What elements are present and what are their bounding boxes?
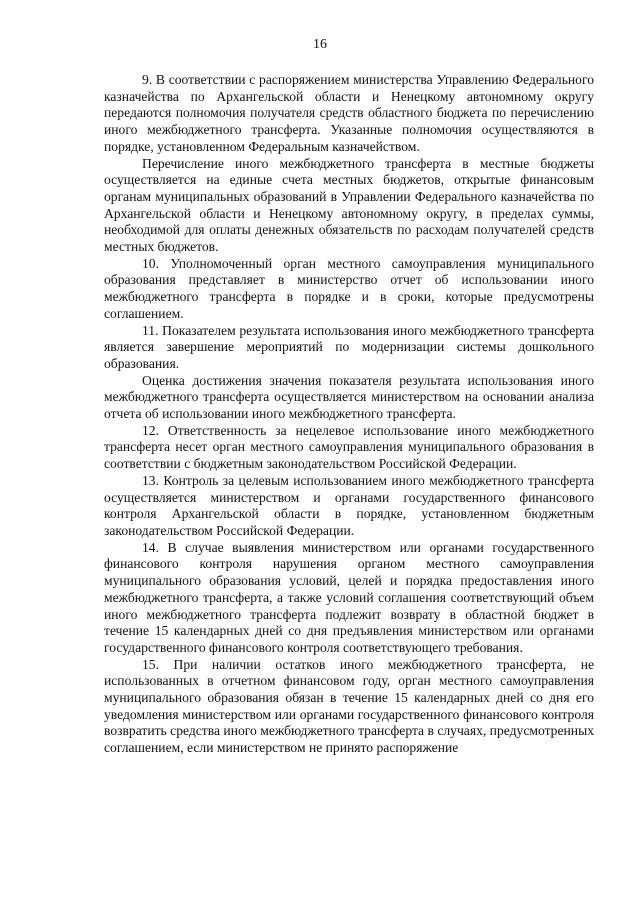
document-body bbox=[104, 72, 594, 757]
paragraph-11-assessment: Оценка достижения значения показателя результата использования иного межбюджетного трансферта осуществляется министерством на основании анализа отчета об использовании иного межбюджетного трансферта. bbox=[104, 372, 594, 422]
paragraph-15: 15. При наличии остатков иного межбюджетного трансферта, не использованных в отчетном финансовом году, орган местного самоуправления муниципального образования обязан в течение 15 календарных дней со дня его уведомления министерством или органами государственного финансового контроля возвратить средства иного межбюджетного трансферта в случаях, предусмотренных соглашением, если министерством не принято распоряжение bbox=[104, 656, 594, 756]
paragraph-10: 10. Уполномоченный орган местного самоуправления муниципального образования представляет в министерство отчет об использовании иного межбюджетного трансферта в порядке и в сроки, которые предусмотрены соглашением. bbox=[104, 255, 594, 321]
paragraph-9-transfer: Перечисление иного межбюджетного трансферта в местные бюджеты осуществляется на единые счета местных бюджетов, открытые финансовым органам муниципальных образований в Управлении Федерального казначейства по Архангельской области и Ненецкому автономному округу, в пределах суммы, необходимой для оплаты денежных обязательств по расходам получателей средств местных бюджетов. bbox=[104, 155, 594, 255]
paragraph-12: 12. Ответственность за нецелевое использование иного межбюджетного трансферта несет орган местного самоуправления муниципального образования в соответствии с бюджетным законодательством Российской Федерации. bbox=[104, 422, 594, 472]
page-number: 16 bbox=[313, 37, 327, 52]
paragraph-14: 14. В случае выявления министерством или органами государственного финансового контроля нарушения органом местного самоуправления муниципального образования условий, целей и порядка предоставления иного межбюджетного трансферта, а также условий соглашения соответствующий объем иного межбюджетного трансферта подлежит возврату в областной бюджет в течение 15 календарных дней со дня предъявления министерством или органами государственного финансового контроля соответствующего требования. bbox=[104, 539, 594, 655]
paragraph-11: 11. Показателем результата использования иного межбюджетного трансферта является завершение мероприятий по модернизации системы дошкольного образования. bbox=[104, 322, 594, 371]
paragraph-13: 13. Контроль за целевым использованием иного межбюджетного трансферта осуществляется министерством и органами государственного финансового контроля Архангельской области в порядке, установленном бюджетным законодательством Российской Федерации. bbox=[104, 472, 594, 538]
paragraph-9: 9. В соответствии с распоряжением министерства Управлению Федерального казначейства по Архангельской области и Ненецкому автономному округу передаются полномочия получателя средств областного бюджета по перечислению иного межбюджетного трансферта. Указанные полномочия осуществляются в порядке, установленном Федеральным казначейством. bbox=[104, 72, 594, 154]
